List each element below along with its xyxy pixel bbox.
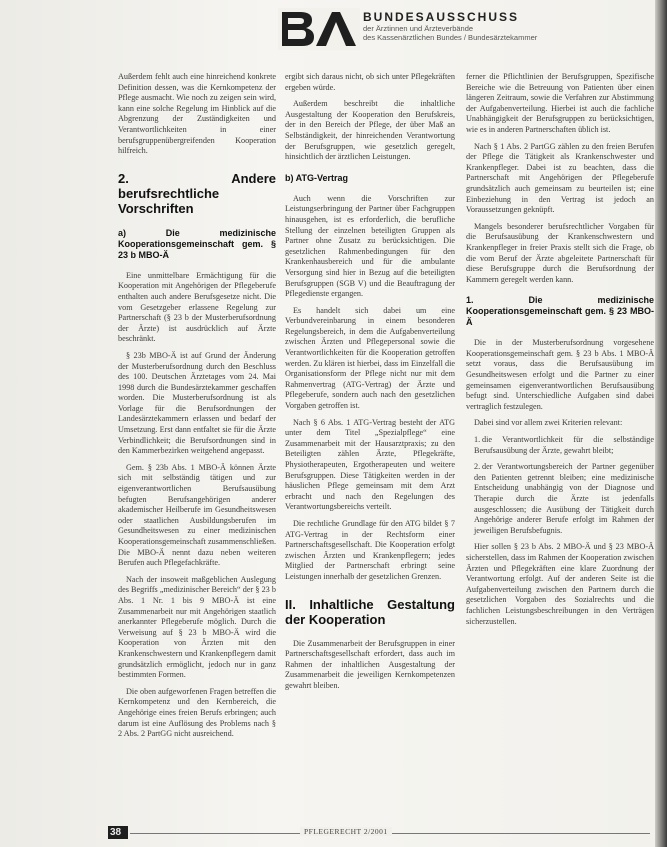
paragraph: Hier sollen § 23 b Abs. 2 MBO-Ä und § 23 MBO-Ä sicherstellen, dass im Rahmen der Kooperation zwischen Ärzten und Pflegekräften eine klare Zuordnung der Verantwortung erfolgt. Auf der anderen Seite ist die Aufgabenverteilung zwischen den Partnern durch die gesetzlichen Vorgaben des Sozialrechts und die fachlichen Leistungsbeschreibungen in den Verträgen sicherzustellen. xyxy=(466,542,654,626)
list-item xyxy=(466,462,654,536)
paragraph: Nach § 6 Abs. 1 ATG-Vertrag besteht der ATG unter dem Titel „Spezialpflege“ eine Zusammenarbeit mit der Hausarztpraxis; zu den Beteiligten zählen Ärzte, Pflegekräfte, Physiotherapeuten, Ergotherapeuten und weitere Berufsgruppen. Diese Tätigkeiten werden in der häuslichen Pflege gemeinsam mit dem Arzt erbracht und nach den Regelungen des Verantwortungsbereichs verteilt. xyxy=(285,417,455,512)
paragraph: ergibt sich daraus nicht, ob sich unter Pflegekräften ergeben würde. xyxy=(285,72,455,92)
list-number: 1. xyxy=(474,435,481,445)
paragraph: Dabei sind vor allem zwei Kriterien relevant: xyxy=(474,418,623,428)
paragraph: Es handelt sich dabei um eine Verbundvereinbarung in einem besonderen Regelungsbereich, in dem die Aufgabenverteilung zwischen Ärzten und Pflegepersonal sowie die Verantwortlichkeiten für die Kooperation getroffen werden. Zu klären ist hierbei, dass im Einzelfall die Organisationsform der Pflege nicht nur mit dem Rahmenvertrag (ATG-Vertrag) der Ärzte und Pflegeberufe, sondern auch nach den gesetzlichen Vorgaben getroffen ist. xyxy=(285,305,455,411)
paragraph: Auch wenn die Vorschriften zur Leistungserbringung der Partner über Fachgruppen hinausgehen, ist es erforderlich, die berufliche Stellung der einzelnen beteiligten Gruppen als Partner ohne Zusatz zu berücksichtigen. Die gesetzlichen Rahmenbedingungen für den Krankenhausbereich und für die ambulante Versorgung sind hier in Bezug auf die beteiligten Berufsgruppen (SGB V) und die Beauftragung der Pflegedienste ergangen. xyxy=(285,193,455,299)
book-spine-shadow xyxy=(655,0,667,847)
paragraph: § 23b MBO-Ä ist auf Grund der Änderung der Musterberufsordnung durch den Beschluss des 100. Deutschen Ärztetages vom 24. Mai 1998 durch die Bundesärztekammer geschaffen worden. Die Musterberufsordnung ist als Vorlage für die Berufsordnungen der Landesärztekammern erlassen und bedarf der Umsetzung. Erst dann entfaltet sie für die Ärzte Verbindlichkeit; die Berufsordnungen sind in den Kammerbezirken weitgehend angepasst. xyxy=(118,350,276,456)
paragraph: Die Zusammenarbeit der Berufsgruppen in einer Partnerschaftsgesellschaft erfordert, dass auch im Rahmen der inhaltlichen Ausgestaltung der Zusammenarbeit die jeweiligen Kernkompetenzen gewahrt bleiben. xyxy=(285,638,455,690)
paragraph: Die rechtliche Grundlage für den ATG bildet § 7 ATG-Vertrag in der Rechtsform einer Partnerschaftsgesellschaft. Die Kooperation erfolgt zwischen Ärzten und Krankenpflegern; jedes Mitglied der Partnerschaft erbringt seine Leistungen innerhalb der gesetzlichen Grenzen. xyxy=(285,518,455,581)
column-3 xyxy=(466,72,654,633)
paragraph: Die in der Musterberufsordnung vorgesehene Kooperationsgemeinschaft gem. § 23 b Abs. 1 MBO-Ä setzt voraus, dass die Berufsausübung im Gesundheitswesen erfolgt und die Partner zu einer gemeinsamen eigenverantwortlichen Berufsausübung befugt sind. Unterschiedliche Aufgaben sind dabei vertraglich festzulegen. xyxy=(466,338,654,411)
page-number: 38 xyxy=(110,827,122,838)
subsection-heading: b) ATG-Vertrag xyxy=(285,172,349,183)
paragraph: Außerdem beschreibt die inhaltliche Ausgestaltung der Kooperation den Berufskreis, der in den Bereich der Pflege, der über Maß an Selbständigkeit, der hinreichenden Verantwortung der Berufsgruppen, wie gesetzlich geregelt, hinsichtlich der ärztlichen Leistungen. xyxy=(285,99,455,162)
masthead-subtitle-2: des Kassenärztlichen Bundes / Bundesärztekammer xyxy=(363,33,538,42)
paragraph: Nach § 1 Abs. 2 PartGG zählen zu den freien Berufen der Pflege die Tätigkeit als Krankenschwester und Krankenpfleger. Dabei ist zu beachten, dass die Partnerschaft mit Angehörigen der Pflegeberufe grundsätzlich auch gemeinsam zu beurteilen ist; eine Einbeziehung in den Vertrag ist jedoch an Voraussetzungen geknüpft. xyxy=(466,141,654,215)
paragraph: Gem. § 23b Abs. 1 MBO-Ä können Ärzte sich mit selbständig tätigen und zur eigenverantwortlichen Berufsausübung befugten Berufsangehörigen anderer akademischer Heilberufe im Gesundheitswesen oder staatlichen Ausbildungsberufen im Gesundheitswesen zu einer medizinischen Kooperationsgemeinschaft zusammenschließen. Die MBO-Ä nennt dazu neben weiteren Berufen auch Pflegefachkräfte. xyxy=(118,462,276,568)
subsection-heading: a) Die medizinische Kooperationsgemeinschaft gem. § 23 b MBO-Ä xyxy=(118,227,276,260)
column-1 xyxy=(118,72,276,746)
paragraph: Die oben aufgeworfenen Fragen betreffen die Kernkompetenz und den Kernbereich, die Angehörige eines freien Berufs erbringen; auch darum ist eine Auflösung des Problems nach § 2 Abs. 2 PartGG nicht ausreichend. xyxy=(118,686,276,739)
journal-name: PFLEGERECHT 2/2001 xyxy=(300,827,392,836)
list-text: der Verantwortungsbereich der Partner gegenüber den Patienten getrennt bleiben; eine medizinische Entscheidung unabhängig von der Diagnose und Therapie durch die Ärzte ist jedenfalls ausgeschlossen; die Ausübung der Tätigkeit durch Angehörige anderer Berufe erfolgt im Rahmen der jeweiligen Berufsbefugnis. xyxy=(474,462,654,535)
list-number: 2. xyxy=(474,462,481,472)
ba-logo-icon xyxy=(278,8,360,50)
paragraph: ferner die Pflichtlinien der Berufsgruppen, Spezifische Bereiche wie die Betreuung von Patienten über einen längeren Zeitraum, sowie die Verfahren zur Abstimmung der Aufgabenverteilung. Hierbei ist auch die fachliche Unabhängigkeit der Berufsgruppen zu berücksichtigen, wie es in anderen Partnerschaften üblich ist. xyxy=(466,72,654,134)
paragraph: Nach der insoweit maßgeblichen Auslegung des Begriffs „medizinischer Bereich“ der § 23 b Abs. 1 Nr. 1 bis 9 MBO-Ä ist eine Zusammenarbeit nur mit Angehörigen staatlich anerkannter Pflegeberufe möglich. Durch die Verweisung auf § 23 b MBO-Ä wird die Kooperation von Ärzten mit den Krankenschwestern und Krankenpflegern damit grundsätzlich ermöglicht, jedoch nur in ganz bestimmten Formen. xyxy=(118,574,276,680)
list-item xyxy=(466,435,654,456)
paragraph: Außerdem fehlt auch eine hinreichend konkrete Definition dessen, was die Kernkompetenz der Pflege ausmacht. Wie noch zu zeigen sein wird, kann eine solche Regelung im Hinblick auf die Abgrenzung der Zuständigkeiten und Verantwortlichkeiten in einer berufsgruppenübergreifenden Kooperation hilfreich. xyxy=(118,72,276,156)
paragraph: Mangels besonderer berufsrechtlicher Vorgaben für die Berufsausübung der Krankenschwestern und Krankenpfleger in freier Praxis stellt sich die Frage, ob die vom Beruf der Ärzte abgeleitete Partnerschaft für diese Berufsgruppe durch die Berufsordnung der Kammern geregelt werden kann. xyxy=(466,221,654,284)
section-heading: II. Inhaltliche Gestaltung der Kooperation xyxy=(285,596,455,627)
masthead-title: BUNDESAUSSCHUSS xyxy=(363,10,520,24)
column-2 xyxy=(285,72,455,698)
paragraph: Eine unmittelbare Ermächtigung für die Kooperation mit Angehörigen der Pflegeberufe enthalten auch andere Berufsgesetze nicht. Die vom Gesetzgeber erlassene Regelung zur Partnerschaft (§ 23 b der Musterberufsordnung der Ärzte) ist ausdrücklich auf Ärzte beschränkt. xyxy=(118,270,276,344)
list-text: die Verantwortlichkeit für die selbständige Berufsausübung der Ärzte, gewahrt bleibt; xyxy=(474,435,654,455)
subsection-heading: 1. Die medizinische Kooperationsgemeinschaft gem. § 23 MBO-Ä xyxy=(466,295,654,328)
section-heading: 2. Andere berufsrechtliche Vorschriften xyxy=(118,170,276,216)
masthead-subtitle-1: der Ärztinnen und Ärzteverbände xyxy=(363,24,474,33)
masthead xyxy=(363,10,643,42)
